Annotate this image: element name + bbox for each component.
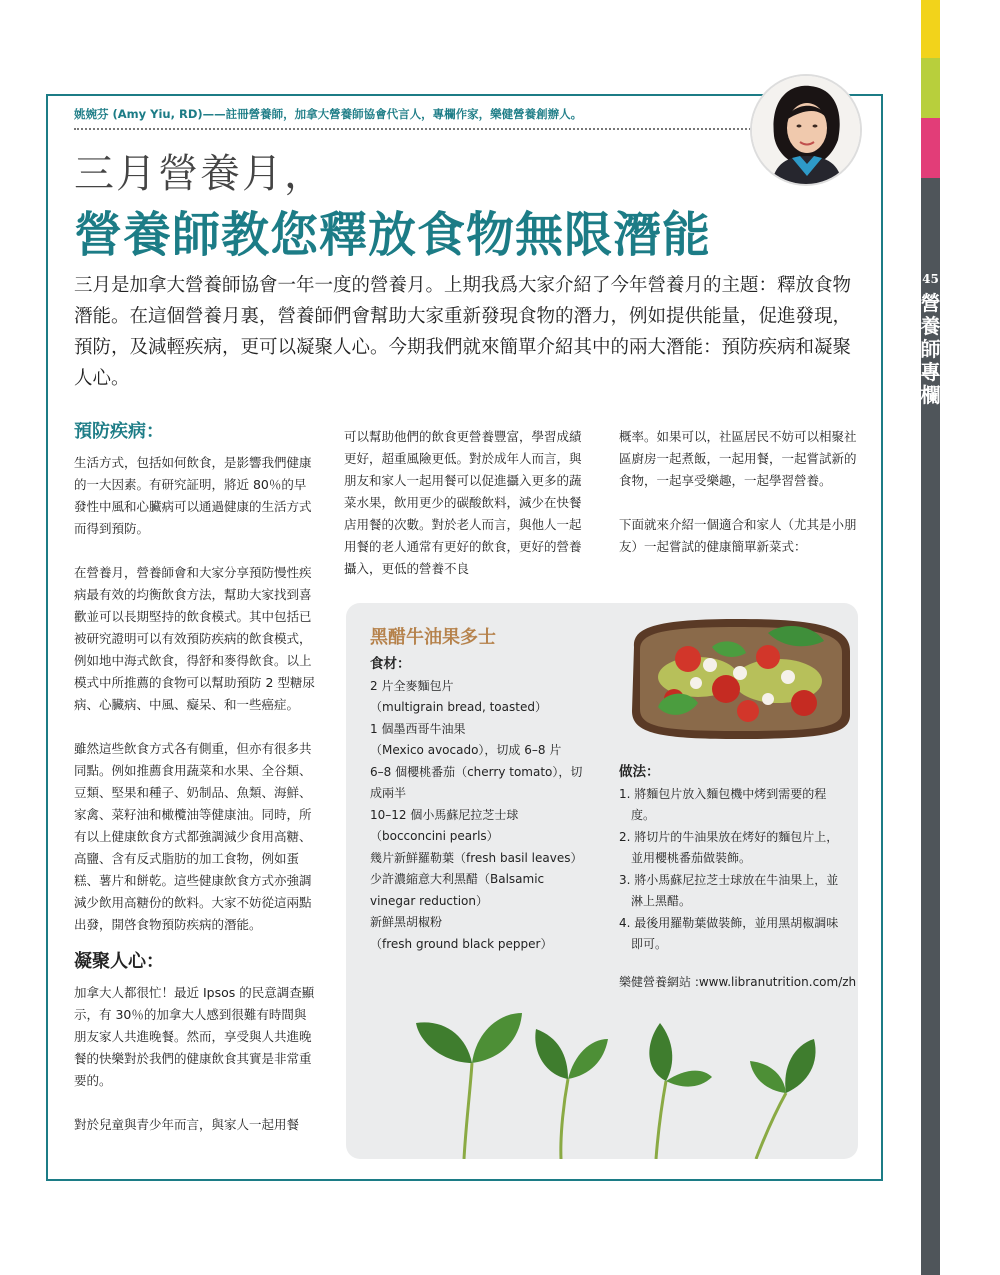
ingredient-item: 1 個墨西哥牛油果 (370, 721, 466, 736)
paragraph: 概率。如果可以，社區居民不妨可以相聚社區廚房一起煮飯，一起用餐，一起嘗試新的食物，一起享受樂趣，一起學習營養。 (619, 429, 857, 488)
section-name: 營養師專欄 (920, 291, 941, 407)
paragraph: 下面就來介紹一個適合和家人（尤其是小朋友）一起嘗試的健康簡單新菜式： (619, 517, 857, 554)
color-tab-pink (921, 118, 940, 178)
section-heading-bring-together: 凝聚人心： (74, 951, 164, 972)
method-step: 1. 將麵包片放入麵包機中烤到需要的程度。 (619, 786, 827, 822)
intro-paragraph: 三月是加拿大營養師協會一年一度的營養月。上期我爲大家介紹了今年營養月的主題：釋放食物潛能。在這個營養月裏，營養師們會幫助大家重新發現食物的潛力，例如提供能量，促進發現，預防，及減輕疾病，更可以凝聚人心。今期我們就來簡單介紹其中的兩大潛能：預防疾病和凝聚人心。 (74, 275, 852, 389)
avocado-toast-image (618, 607, 858, 747)
ingredients-heading: 食材： (370, 656, 411, 672)
ingredient-item: 10–12 個小馬蘇尼拉芝士球（bocconcini pearls） (370, 807, 519, 843)
website-link[interactable]: 樂健營養網站 :www.libranutrition.com/zh (619, 975, 857, 989)
column-2 (344, 426, 588, 580)
author-byline: 姚婉芬 (Amy Yiu, RD)——註冊營養師，加拿大營養師協會代言人，專欄作家，樂健營養創辦人。 (74, 107, 583, 121)
color-tab-green (921, 58, 940, 118)
dotted-divider (74, 128, 758, 130)
recipe-title: 黑醋牛油果多士 (370, 627, 496, 648)
column-1 (74, 420, 318, 1136)
section-heading-prevent-disease: 預防疾病： (74, 421, 164, 442)
method-step: 2. 將切片的牛油果放在烤好的麵包片上，並用櫻桃番茄做裝飾。 (619, 829, 839, 865)
ingredient-item: （Mexico avocado），切成 6–8 片 (370, 743, 562, 757)
paragraph: 對於兒童與青少年而言，與家人一起用餐 (74, 1117, 300, 1132)
paragraph: 雖然這些飲食方式各有側重，但亦有很多共同點。例如推薦食用蔬菜和水果、全谷類、豆類、堅果和種子、奶制品、魚類、海鮮、家禽、菜籽油和橄欖油等健康油。同時，所有以上健康飲食方式都強調減少食用高糖、高鹽、含有反式脂肪的加工食物，例如蛋糕、薯片和餅乾。這些健康飲食方式亦強調減少飲用高糖份的飲料。大家不妨從這兩點出發，開啓食物預防疾病的潛能。 (74, 741, 312, 932)
ingredient-item: 幾片新鮮羅勒葉（fresh basil leaves） (370, 850, 583, 865)
ingredient-item: （multigrain bread, toasted） (370, 700, 547, 714)
color-tab-yellow (921, 0, 940, 58)
ingredient-item: 少許濃縮意大利黑醋（Balsamic vinegar reduction） (370, 872, 545, 908)
ingredient-item: 6–8 個櫻桃番茄（cherry tomato），切成兩半 (370, 764, 583, 800)
paragraph: 加拿大人都很忙！最近 Ipsos 的民意調查顯示，有 30％的加拿大人感到很難有時間與朋友家人共進晚餐。然而，享受與人共進晚餐的快樂對於我們的健康飲食其實是非常重要的。 (74, 985, 315, 1088)
paragraph: 可以幫助他們的飲食更營養豐富，學習成績更好，超重風險更低。對於成年人而言，與朋友和家人一起用餐可以促進攝入更多的蔬菜水果，飲用更少的碳酸飲料，減少在快餐店用餐的次數。對於老人而言，與他人一起用餐的老人通常有更好的飲食，更好的營養攝入，更低的營養不良 (344, 429, 582, 576)
ingredient-item: 新鮮黑胡椒粉 (370, 915, 443, 929)
method-step: 4. 最後用羅勒葉做裝飾，並用黑胡椒調味即可。 (619, 915, 839, 951)
recipe-method (619, 762, 841, 956)
headline-line-1: 三月營養月， (74, 151, 326, 197)
basil-sprouts-image (346, 983, 858, 1159)
method-heading: 做法： (619, 764, 660, 780)
column-3 (619, 426, 863, 558)
page-number: 45 (922, 272, 939, 286)
headline-line-2: 營養師教您釋放食物無限潛能 (74, 207, 712, 263)
ingredient-item: （fresh ground black pepper） (370, 936, 553, 951)
author-photo (752, 76, 860, 184)
method-step: 3. 將小馬蘇尼拉芝士球放在牛油果上，並淋上黑醋。 (619, 872, 839, 908)
paragraph: 在營養月，營養師會和大家分享預防慢性疾病最有效的均衡飲食方法，幫助大家找到喜歡並可以長期堅持的飲食模式。其中包括已被研究證明可以有效預防疾病的飲食模式，例如地中海式飲食，得舒和麥得飲食。以上模式中所推薦的食物可以幫助預防 2 型糖尿病、心臟病、中風、癡呆、和一些癌症。 (74, 565, 315, 712)
recipe-ingredients (370, 654, 592, 955)
paragraph: 生活方式，包括如何飲食，是影響我們健康的一大因素。有研究証明，將近 80％的早發性中風和心臟病可以通過健康的生活方式而得到預防。 (74, 455, 312, 536)
ingredient-item: 2 片全麥麵包片 (370, 678, 454, 693)
